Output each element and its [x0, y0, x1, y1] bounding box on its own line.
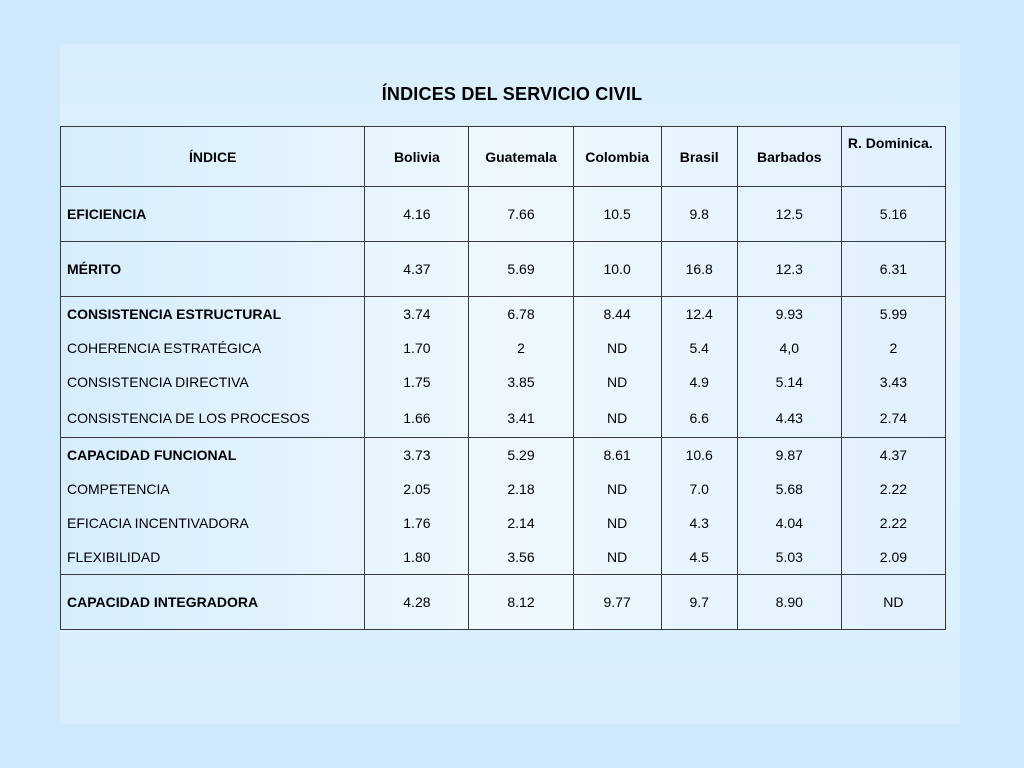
cell: 4.5: [689, 549, 709, 565]
cell: 8.61: [603, 447, 631, 463]
cell: 5.14: [775, 374, 803, 390]
cell-r-dominica: ND: [883, 594, 904, 610]
group-labels: [61, 297, 365, 438]
cell-r-dominica: 5.16: [879, 206, 908, 222]
col-guatemala: [469, 297, 573, 438]
cell: ND: [606, 374, 628, 390]
row-label-consistencia-procesos: CONSISTENCIA DE LOS PROCESOS: [67, 410, 310, 426]
row-label: EFICIENCIA: [67, 206, 147, 222]
col-brasil: [661, 297, 737, 438]
cell: ND: [606, 549, 628, 565]
col-colombia: [573, 438, 661, 575]
row-label: MÉRITO: [67, 261, 122, 277]
cell: 5.68: [775, 481, 803, 497]
cell-bolivia: 4.28: [403, 594, 431, 610]
cell-brasil: 9.8: [689, 206, 709, 222]
cell: 6.6: [689, 410, 709, 426]
cell: 2: [517, 340, 525, 356]
cell: 4.9: [689, 374, 709, 390]
cell: 3.73: [403, 447, 431, 463]
cell: 2.14: [507, 515, 535, 531]
col-r-dominica: [841, 438, 945, 575]
cell-barbados: 8.90: [775, 594, 803, 610]
cell: 2.74: [879, 410, 908, 426]
table-row-eficiencia: [61, 187, 946, 242]
group-labels: [61, 438, 365, 575]
cell: 2.18: [507, 481, 535, 497]
cell-colombia: 9.77: [603, 594, 631, 610]
row-label-consistencia-estructural: CONSISTENCIA ESTRUCTURAL: [67, 306, 282, 322]
cell: 3.41: [507, 410, 535, 426]
col-bolivia: [365, 297, 469, 438]
cell-guatemala: 7.66: [507, 206, 535, 222]
cell: 2.05: [403, 481, 431, 497]
cell: 2: [889, 340, 898, 356]
cell: 4.43: [775, 410, 803, 426]
table-row-capacidad-funcional-group: [61, 438, 946, 575]
cell: ND: [606, 515, 628, 531]
header-r-dominica: R. Dominica.: [841, 127, 945, 187]
cell-barbados: 12.3: [775, 261, 803, 277]
cell: 5.99: [879, 306, 908, 322]
cell-brasil: 9.7: [689, 594, 709, 610]
row-label-eficacia-incentivadora: EFICACIA INCENTIVADORA: [67, 515, 249, 531]
cell: 1.70: [403, 340, 431, 356]
col-barbados: [737, 438, 841, 575]
cell: 10.6: [685, 447, 713, 463]
cell: 6.78: [507, 306, 535, 322]
indices-table: [60, 126, 946, 630]
row-label-competencia: COMPETENCIA: [67, 481, 170, 497]
header-bolivia: Bolivia: [365, 127, 469, 187]
cell: 7.0: [689, 481, 709, 497]
cell-r-dominica: 6.31: [879, 261, 908, 277]
cell: 2.09: [879, 549, 908, 565]
cell: 5.03: [775, 549, 803, 565]
cell: ND: [606, 481, 628, 497]
cell-barbados: 12.5: [775, 206, 803, 222]
page-title: ÍNDICES DEL SERVICIO CIVIL: [381, 84, 643, 104]
cell: 1.76: [403, 515, 431, 531]
col-colombia: [573, 297, 661, 438]
cell: 1.80: [403, 549, 431, 565]
cell: 5.4: [689, 340, 709, 356]
header-barbados: Barbados: [737, 127, 841, 187]
header-indice: ÍNDICE: [61, 127, 365, 187]
table-row-merito: [61, 242, 946, 297]
cell: 4,0: [779, 340, 800, 356]
cell-brasil: 16.8: [685, 261, 713, 277]
cell: 8.44: [603, 306, 631, 322]
cell: 4.37: [879, 447, 908, 463]
cell-bolivia: 4.16: [403, 206, 431, 222]
cell: ND: [606, 410, 628, 426]
row-label-capacidad-funcional: CAPACIDAD FUNCIONAL: [67, 447, 237, 463]
table-row-capacidad-integradora: [61, 575, 946, 630]
col-brasil: [661, 438, 737, 575]
cell: 1.66: [403, 410, 431, 426]
cell: 9.93: [775, 306, 803, 322]
cell: 4.3: [689, 515, 709, 531]
col-bolivia: [365, 438, 469, 575]
cell: 12.4: [685, 306, 713, 322]
cell: 9.87: [775, 447, 803, 463]
col-r-dominica: [841, 297, 945, 438]
col-barbados: [737, 297, 841, 438]
header-brasil: Brasil: [661, 127, 737, 187]
cell-colombia: 10.5: [603, 206, 631, 222]
row-label-consistencia-directiva: CONSISTENCIA DIRECTIVA: [67, 374, 249, 390]
cell: 5.29: [507, 447, 535, 463]
row-label-flexibilidad: FLEXIBILIDAD: [67, 549, 161, 565]
cell: 1.75: [403, 374, 431, 390]
cell: 4.04: [775, 515, 803, 531]
row-label: CAPACIDAD INTEGRADORA: [67, 594, 259, 610]
cell-colombia: 10.0: [603, 261, 631, 277]
table-row-consistencia-group: [61, 297, 946, 438]
cell: 3.56: [507, 549, 535, 565]
cell: 3.74: [403, 306, 431, 322]
cell: 2.22: [879, 515, 908, 531]
cell: ND: [606, 340, 628, 356]
cell-bolivia: 4.37: [403, 261, 431, 277]
cell: 3.85: [507, 374, 535, 390]
table-header-row: [61, 127, 946, 187]
cell: 3.43: [879, 374, 908, 390]
col-guatemala: [469, 438, 573, 575]
row-label-coherencia-estrategica: COHERENCIA ESTRATÉGICA: [67, 340, 262, 356]
cell-guatemala: 8.12: [507, 594, 535, 610]
header-guatemala: Guatemala: [469, 127, 573, 187]
cell: 2.22: [879, 481, 908, 497]
header-colombia: Colombia: [573, 127, 661, 187]
cell-guatemala: 5.69: [507, 261, 535, 277]
